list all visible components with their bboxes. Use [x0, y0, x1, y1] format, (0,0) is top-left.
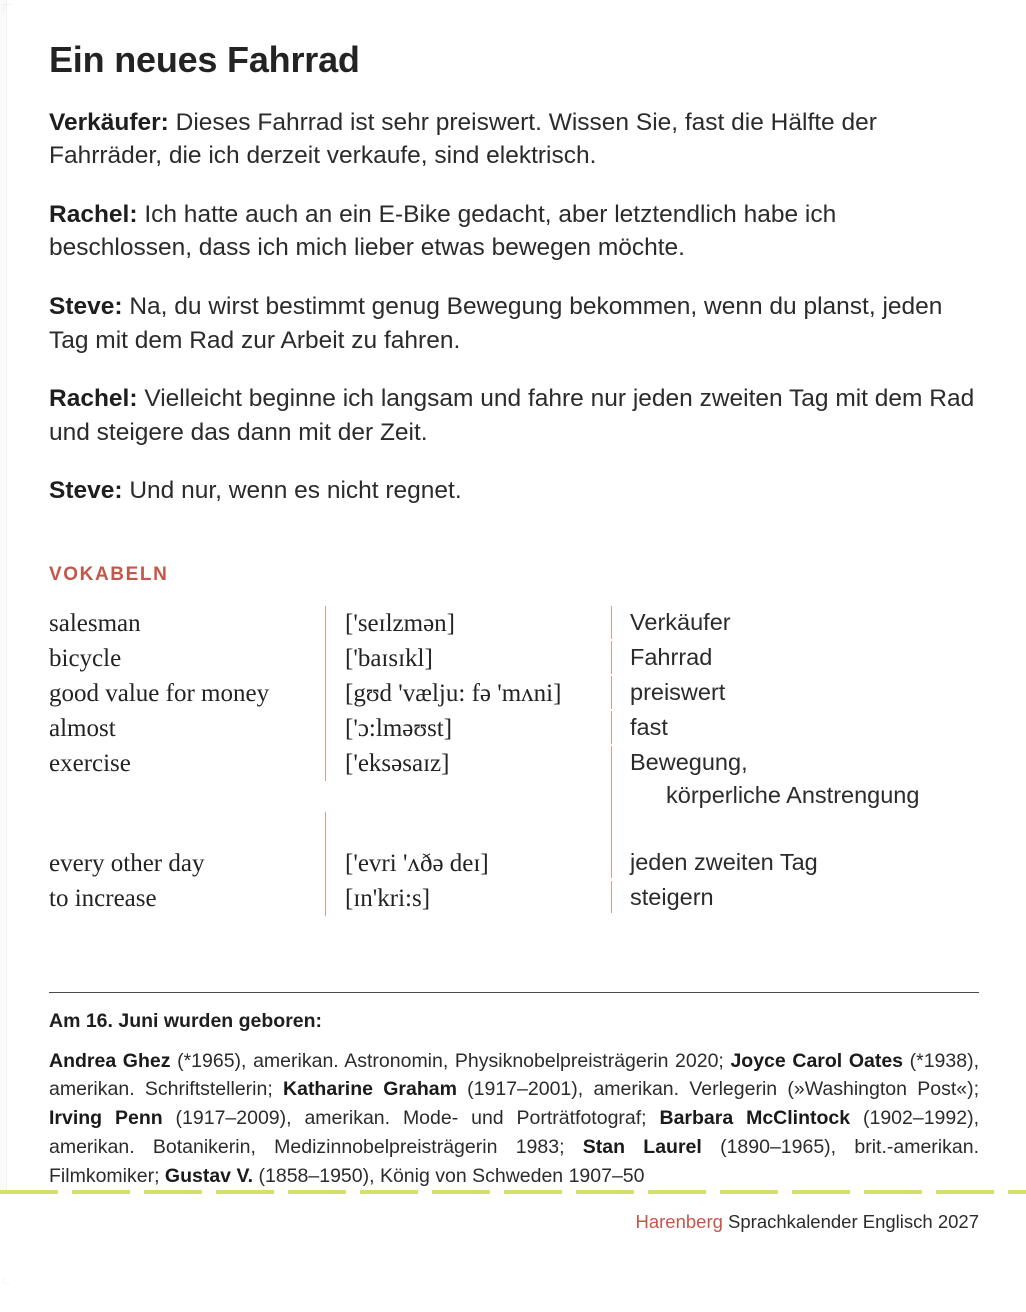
birthday-person-name: Barbara McClintock — [659, 1107, 851, 1130]
perforation-dashed-line — [0, 1190, 1026, 1194]
vocabulary-translation-de — [611, 881, 979, 914]
vocabulary-row — [49, 846, 979, 881]
footer-imprint — [49, 1211, 979, 1233]
vocabulary-translation-main: Fahrrad — [630, 643, 713, 670]
birthday-person-detail: (*1965), amerikan. Astronomin, Physiknobelpreisträgerin 2020; — [170, 1049, 731, 1072]
dialogue-speaker: Rachel: — [49, 384, 138, 412]
dialogue-block — [49, 106, 979, 508]
vocabulary-translation-main: Bewegung, — [630, 748, 748, 775]
vocabulary-term-en: to increase — [49, 884, 157, 912]
birthday-person-detail: (1917–2001), amerikan. Verlegerin (»Washington Post«); — [456, 1078, 980, 1101]
vocabulary-translation-de — [611, 641, 979, 674]
birthday-person-detail: (1902–1992), amerikan. Botanikerin, Medizinnobelpreisträgerin 1983; — [49, 1107, 979, 1159]
vocabulary-translation-de — [611, 846, 979, 879]
vocabulary-pronunciation: [gʊd 'vælju: fə 'mʌni] — [325, 676, 611, 711]
vocabulary-pronunciation: ['evri 'ʌðə deɪ] — [325, 846, 611, 881]
vocabulary-term-en: almost — [49, 714, 116, 742]
birthday-person-detail: (1890–1965), brit.-amerikan. Filmkomiker; — [49, 1136, 979, 1187]
vocabulary-pronunciation: [ɪn'kri:s] — [325, 881, 611, 916]
vocabulary-translation-main: preiswert — [630, 678, 726, 705]
birthday-list — [49, 1047, 979, 1191]
footer-brand: Harenberg — [635, 1210, 723, 1232]
vocabulary-translation-extra: körperliche Anstrengung — [666, 781, 920, 808]
birthday-person-name: Stan Laurel — [582, 1136, 702, 1159]
vocabulary-pronunciation: ['ɔ:lməʊst] — [325, 711, 611, 746]
dialogue-speaker: Verkäufer: — [49, 108, 169, 136]
vocabulary-row — [49, 641, 979, 676]
vocabulary-translation-main: steigern — [630, 883, 714, 910]
vocabulary-term-en: exercise — [49, 749, 131, 777]
dialogue-line — [49, 106, 979, 174]
dialogue-line — [49, 382, 979, 450]
dialogue-speaker: Rachel: — [49, 200, 138, 228]
vocabulary-row — [49, 746, 979, 812]
vocabulary-translation-de — [611, 711, 979, 744]
birthday-person-detail: (1917–2009), amerikan. Mode- und Porträtfotograf; — [162, 1107, 660, 1130]
vocabulary-heading: VOKABELN — [49, 563, 169, 585]
dialogue-text: Ich hatte auch an ein E-Bike gedacht, aber letztendlich habe ich beschlossen, dass ich mich lieber etwas bewegen möchte. — [49, 200, 837, 262]
birthday-person-name: Joyce Carol Oates — [730, 1049, 904, 1072]
vocabulary-translation-main: Verkäufer — [630, 608, 731, 635]
birthday-person-name: Irving Penn — [49, 1107, 163, 1130]
birthday-person-detail: (1858–1950), König von Schweden 1907–50 — [253, 1164, 645, 1187]
spacer-cell — [611, 812, 979, 846]
dialogue-line — [49, 474, 979, 508]
dialogue-text: Und nur, wenn es nicht regnet. — [122, 476, 462, 504]
vocabulary-row — [49, 606, 979, 641]
dialogue-line — [49, 198, 979, 266]
vocabulary-term-en: good value for money — [49, 679, 270, 707]
vocabulary-row — [49, 711, 979, 746]
left-gutter-strip — [0, 0, 7, 1190]
dialogue-text: Dieses Fahrrad ist sehr preiswert. Wissen Sie, fast die Hälfte der Fahrräder, die ich derzeit verkaufe, sind elektrisch. — [49, 108, 877, 170]
vocabulary-translation-main: jeden zweiten Tag — [630, 848, 818, 875]
footer-title: Sprachkalender Englisch 2027 — [722, 1210, 979, 1232]
vocabulary-pronunciation: ['seɪlzmən] — [325, 606, 611, 641]
birthday-person-name: Gustav V. — [164, 1164, 254, 1187]
vocabulary-term-en: bicycle — [49, 644, 122, 672]
corner-crop-mark-bottom-left — [3, 1276, 11, 1284]
dialogue-text: Na, du wirst bestimmt genug Bewegung bekommen, wenn du planst, jeden Tag mit dem Rad zur Arbeit zu fahren. — [49, 292, 943, 354]
birthday-person-detail: (*1938), amerikan. Schriftstellerin; — [49, 1049, 980, 1101]
vocabulary-translation-main: fast — [630, 713, 668, 740]
vocabulary-translation-de — [611, 676, 979, 709]
vocabulary-pronunciation: ['baɪsɪkl] — [325, 641, 611, 676]
dialogue-text: Vielleicht beginne ich langsam und fahre nur jeden zweiten Tag mit dem Rad und steigere das dann mit der Zeit. — [49, 384, 975, 446]
dialogue-speaker: Steve: — [49, 292, 123, 320]
vocabulary-term-en: salesman — [49, 609, 141, 637]
vocabulary-translation-de — [611, 746, 979, 812]
vocabulary-row — [49, 881, 979, 916]
vocabulary-pronunciation: ['eksəsaɪz] — [325, 746, 611, 781]
vocabulary-row — [49, 676, 979, 711]
corner-crop-mark-top-left — [3, 4, 11, 12]
dialogue-line — [49, 290, 979, 358]
vocabulary-translation-de — [611, 606, 979, 639]
birthday-person-name: Andrea Ghez — [49, 1049, 171, 1072]
spacer-cell — [325, 812, 611, 846]
birthday-section-divider — [49, 992, 979, 993]
page-title: Ein neues Fahrrad — [49, 39, 360, 80]
page-content — [49, 0, 979, 1233]
vocabulary-row-spacer — [49, 812, 979, 846]
vocabulary-term-en: every other day — [49, 849, 205, 877]
birthday-person-name: Katharine Graham — [283, 1078, 457, 1101]
vocabulary-table — [49, 606, 979, 916]
birthday-heading: Am 16. Juni wurden geboren: — [49, 1009, 323, 1032]
dialogue-speaker: Steve: — [49, 476, 123, 504]
